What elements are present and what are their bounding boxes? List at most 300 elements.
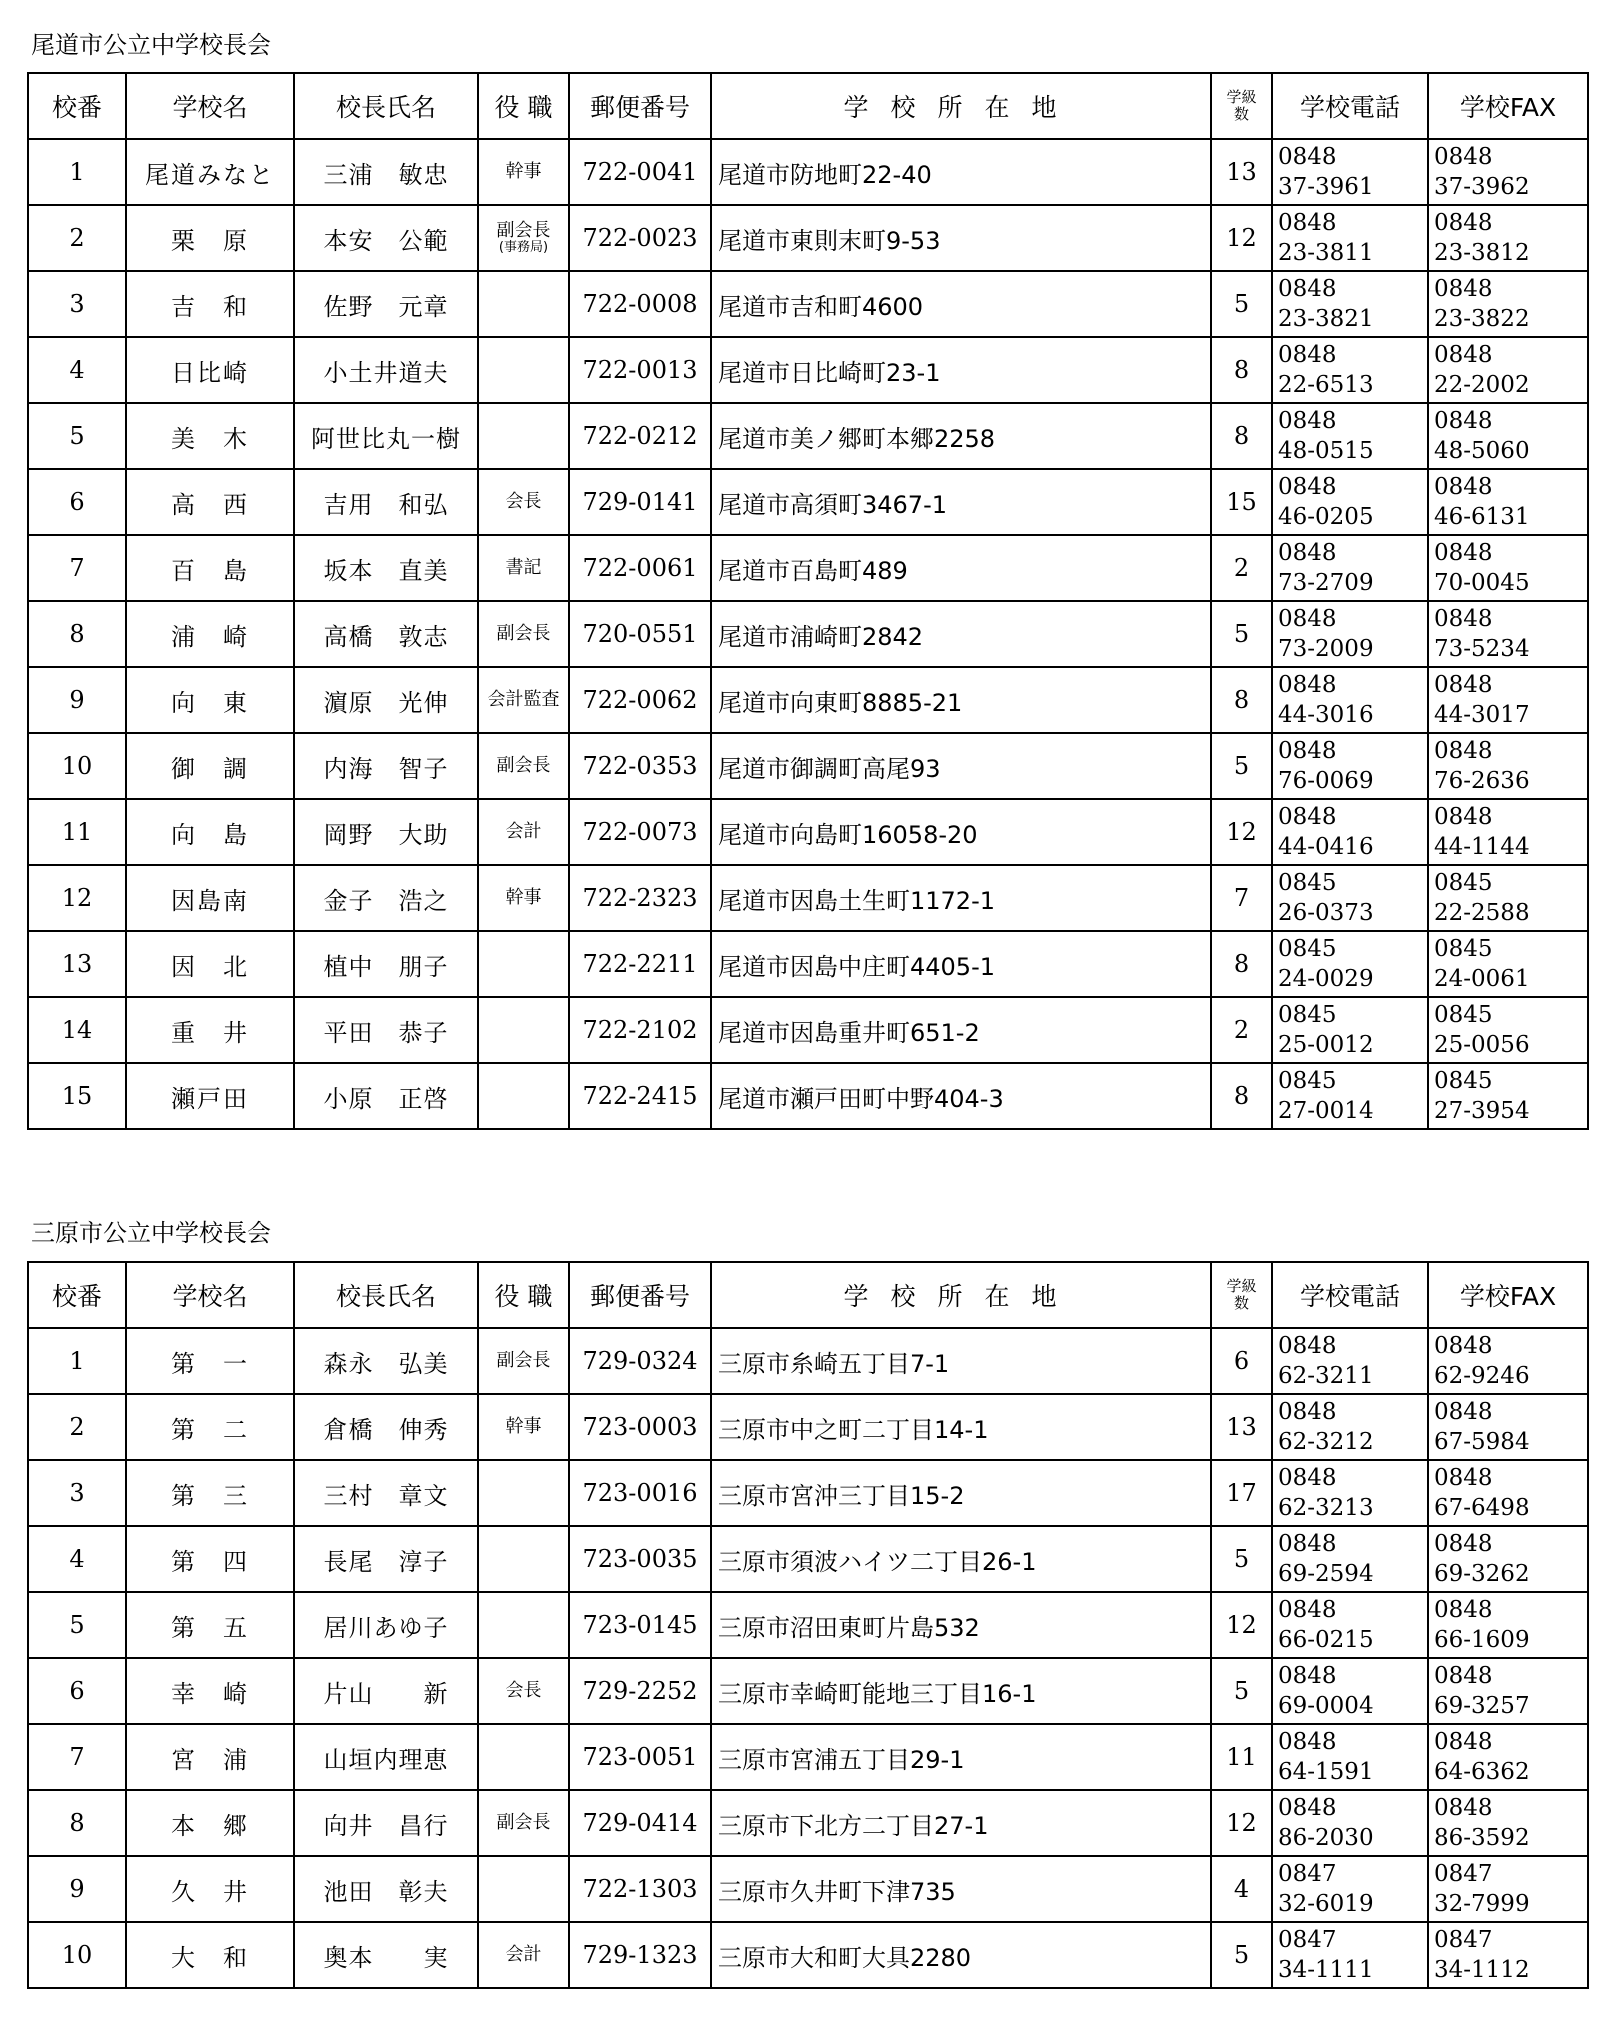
principal-name: 池田 彰夫 xyxy=(294,1856,478,1922)
school-address: 尾道市吉和町4600 xyxy=(711,271,1211,337)
fax-number: 37-3962 xyxy=(1434,174,1530,200)
school-address: 尾道市因島重井町651-2 xyxy=(711,997,1211,1063)
principal-name: 金子 浩之 xyxy=(294,865,478,931)
role xyxy=(478,931,569,997)
fax-area-code: 0848 xyxy=(1434,144,1493,170)
table-row xyxy=(28,1063,1588,1129)
phone-number: 37-3961 xyxy=(1278,174,1374,200)
postal-code: 723-0003 xyxy=(569,1394,711,1460)
fax-number: 73-5234 xyxy=(1434,636,1530,662)
class-count: 2 xyxy=(1211,535,1272,601)
postal-code: 729-0324 xyxy=(569,1328,711,1394)
header-classes-bottom: 数 xyxy=(1233,1294,1249,1312)
postal-code: 722-0041 xyxy=(569,139,711,205)
role-label: 副会長 xyxy=(496,219,551,241)
school-fax xyxy=(1428,601,1588,667)
fax-area-code: 0845 xyxy=(1434,870,1493,896)
class-count: 15 xyxy=(1211,469,1272,535)
phone-area-code: 0848 xyxy=(1278,1333,1337,1359)
role xyxy=(478,799,569,865)
mihara-principals-table xyxy=(27,1261,1589,1989)
school-phone xyxy=(1272,403,1428,469)
table-row xyxy=(28,1526,1588,1592)
school-number: 2 xyxy=(28,1394,126,1460)
role xyxy=(478,733,569,799)
postal-code: 723-0035 xyxy=(569,1526,711,1592)
table-row xyxy=(28,469,1588,535)
school-fax xyxy=(1428,733,1588,799)
fax-area-code: 0848 xyxy=(1434,606,1493,632)
table-row xyxy=(28,601,1588,667)
class-count: 13 xyxy=(1211,139,1272,205)
school-fax xyxy=(1428,1328,1588,1394)
school-name: 向 東 xyxy=(126,667,294,733)
phone-number: 23-3821 xyxy=(1278,306,1374,332)
fax-area-code: 0848 xyxy=(1434,1729,1493,1755)
school-number: 10 xyxy=(28,1922,126,1988)
role-label: 幹事 xyxy=(505,161,542,183)
school-address: 尾道市浦崎町2842 xyxy=(711,601,1211,667)
fax-number: 24-0061 xyxy=(1434,966,1530,992)
school-address: 三原市幸崎町能地三丁目16-1 xyxy=(711,1658,1211,1724)
school-name: 第 四 xyxy=(126,1526,294,1592)
fax-number: 67-6498 xyxy=(1434,1495,1530,1521)
class-count: 12 xyxy=(1211,1592,1272,1658)
principal-name: 岡野 大助 xyxy=(294,799,478,865)
fax-number: 23-3822 xyxy=(1434,306,1530,332)
fax-number: 70-0045 xyxy=(1434,570,1530,596)
phone-area-code: 0847 xyxy=(1278,1927,1337,1953)
school-name: 美 木 xyxy=(126,403,294,469)
school-address: 三原市沼田東町片島532 xyxy=(711,1592,1211,1658)
school-fax xyxy=(1428,535,1588,601)
principal-name: 山垣内理恵 xyxy=(294,1724,478,1790)
school-fax xyxy=(1428,1394,1588,1460)
class-count: 5 xyxy=(1211,1658,1272,1724)
role xyxy=(478,469,569,535)
principal-name: 高橋 敦志 xyxy=(294,601,478,667)
school-address: 尾道市瀬戸田町中野404-3 xyxy=(711,1063,1211,1129)
header-classes-top: 学級 xyxy=(1226,1277,1257,1295)
postal-code: 729-1323 xyxy=(569,1922,711,1988)
role-label: 会計 xyxy=(505,1944,542,1966)
class-count: 11 xyxy=(1211,1724,1272,1790)
postal-code: 729-0414 xyxy=(569,1790,711,1856)
header-classes-top: 学級 xyxy=(1226,88,1257,106)
fax-number: 34-1112 xyxy=(1434,1957,1530,1983)
fax-area-code: 0848 xyxy=(1434,1465,1493,1491)
school-phone xyxy=(1272,733,1428,799)
phone-number: 34-1111 xyxy=(1278,1957,1374,1983)
phone-area-code: 0848 xyxy=(1278,1531,1337,1557)
school-number: 15 xyxy=(28,1063,126,1129)
school-phone xyxy=(1272,1394,1428,1460)
table-row xyxy=(28,1394,1588,1460)
fax-number: 64-6362 xyxy=(1434,1759,1530,1785)
table-row xyxy=(28,865,1588,931)
school-address: 三原市糸崎五丁目7-1 xyxy=(711,1328,1211,1394)
fax-number: 27-3954 xyxy=(1434,1098,1530,1124)
school-name: 大 和 xyxy=(126,1922,294,1988)
fax-number: 66-1609 xyxy=(1434,1627,1530,1653)
role xyxy=(478,601,569,667)
school-address: 尾道市美ノ郷町本郷2258 xyxy=(711,403,1211,469)
school-number: 7 xyxy=(28,1724,126,1790)
school-name: 吉 和 xyxy=(126,271,294,337)
postal-code: 722-2323 xyxy=(569,865,711,931)
school-number: 6 xyxy=(28,469,126,535)
school-fax xyxy=(1428,1922,1588,1988)
school-address: 尾道市因島中庄町4405-1 xyxy=(711,931,1211,997)
phone-area-code: 0848 xyxy=(1278,1597,1337,1623)
school-number: 8 xyxy=(28,601,126,667)
phone-number: 64-1591 xyxy=(1278,1759,1374,1785)
fax-area-code: 0845 xyxy=(1434,1068,1493,1094)
postal-code: 723-0051 xyxy=(569,1724,711,1790)
role xyxy=(478,1724,569,1790)
school-phone xyxy=(1272,1724,1428,1790)
principal-name: 吉用 和弘 xyxy=(294,469,478,535)
principal-name: 居川あゆ子 xyxy=(294,1592,478,1658)
table-row xyxy=(28,733,1588,799)
school-number: 13 xyxy=(28,931,126,997)
postal-code: 722-0061 xyxy=(569,535,711,601)
school-phone xyxy=(1272,799,1428,865)
role-sub-label: (事務局) xyxy=(498,239,549,255)
school-number: 3 xyxy=(28,1460,126,1526)
role-label: 幹事 xyxy=(505,1416,542,1438)
role xyxy=(478,1592,569,1658)
table-header-row xyxy=(28,1262,1588,1328)
role-label: 幹事 xyxy=(505,887,542,909)
table-row xyxy=(28,1922,1588,1988)
phone-area-code: 0848 xyxy=(1278,540,1337,566)
school-address: 三原市中之町二丁目14-1 xyxy=(711,1394,1211,1460)
principal-name: 坂本 直美 xyxy=(294,535,478,601)
phone-number: 48-0515 xyxy=(1278,438,1374,464)
school-name: 本 郷 xyxy=(126,1790,294,1856)
school-fax xyxy=(1428,337,1588,403)
fax-number: 22-2588 xyxy=(1434,900,1530,926)
school-address: 三原市久井町下津735 xyxy=(711,1856,1211,1922)
school-name: 栗 原 xyxy=(126,205,294,271)
table-row xyxy=(28,1856,1588,1922)
school-name: 幸 崎 xyxy=(126,1658,294,1724)
fax-number: 44-3017 xyxy=(1434,702,1530,728)
phone-area-code: 0848 xyxy=(1278,210,1337,236)
phone-number: 46-0205 xyxy=(1278,504,1374,530)
school-number: 4 xyxy=(28,337,126,403)
header-postal: 郵便番号 xyxy=(569,73,711,139)
class-count: 5 xyxy=(1211,733,1272,799)
school-name: 久 井 xyxy=(126,1856,294,1922)
school-name: 御 調 xyxy=(126,733,294,799)
school-phone xyxy=(1272,1658,1428,1724)
school-phone xyxy=(1272,1856,1428,1922)
phone-number: 27-0014 xyxy=(1278,1098,1374,1124)
phone-area-code: 0848 xyxy=(1278,1465,1337,1491)
phone-area-code: 0848 xyxy=(1278,606,1337,632)
school-address: 尾道市高須町3467-1 xyxy=(711,469,1211,535)
school-address: 尾道市御調町高尾93 xyxy=(711,733,1211,799)
header-classes-bottom: 数 xyxy=(1233,105,1249,123)
principal-name: 植中 朋子 xyxy=(294,931,478,997)
phone-area-code: 0845 xyxy=(1278,1002,1337,1028)
school-fax xyxy=(1428,997,1588,1063)
school-name: 瀬戸田 xyxy=(126,1063,294,1129)
fax-area-code: 0847 xyxy=(1434,1861,1493,1887)
school-fax xyxy=(1428,469,1588,535)
school-name: 因島南 xyxy=(126,865,294,931)
role-label: 副会長 xyxy=(496,1350,551,1372)
phone-number: 66-0215 xyxy=(1278,1627,1374,1653)
class-count: 17 xyxy=(1211,1460,1272,1526)
school-phone xyxy=(1272,469,1428,535)
school-phone xyxy=(1272,1526,1428,1592)
fax-number: 22-2002 xyxy=(1434,372,1530,398)
school-fax xyxy=(1428,205,1588,271)
fax-area-code: 0848 xyxy=(1434,474,1493,500)
role-label: 副会長 xyxy=(496,755,551,777)
school-name: 第 二 xyxy=(126,1394,294,1460)
principal-name: 片山 新 xyxy=(294,1658,478,1724)
school-number: 9 xyxy=(28,667,126,733)
school-phone xyxy=(1272,535,1428,601)
role-label: 会計監査 xyxy=(487,689,560,711)
school-fax xyxy=(1428,403,1588,469)
school-phone xyxy=(1272,1592,1428,1658)
phone-area-code: 0845 xyxy=(1278,936,1337,962)
role-label: 会計 xyxy=(505,821,542,843)
fax-area-code: 0848 xyxy=(1434,276,1493,302)
header-postal: 郵便番号 xyxy=(569,1262,711,1328)
table-row xyxy=(28,139,1588,205)
school-number: 1 xyxy=(28,1328,126,1394)
table-row xyxy=(28,271,1588,337)
school-fax xyxy=(1428,1460,1588,1526)
school-number: 2 xyxy=(28,205,126,271)
table-row xyxy=(28,997,1588,1063)
school-number: 12 xyxy=(28,865,126,931)
role xyxy=(478,535,569,601)
role-label: 会長 xyxy=(505,1680,542,1702)
school-phone xyxy=(1272,667,1428,733)
class-count: 8 xyxy=(1211,931,1272,997)
class-count: 5 xyxy=(1211,601,1272,667)
school-fax xyxy=(1428,139,1588,205)
school-phone xyxy=(1272,931,1428,997)
fax-number: 48-5060 xyxy=(1434,438,1530,464)
postal-code: 723-0016 xyxy=(569,1460,711,1526)
school-fax xyxy=(1428,1724,1588,1790)
table-row xyxy=(28,1460,1588,1526)
table-header-row xyxy=(28,73,1588,139)
phone-number: 73-2709 xyxy=(1278,570,1374,596)
school-address: 尾道市日比崎町23-1 xyxy=(711,337,1211,403)
school-name: 因 北 xyxy=(126,931,294,997)
phone-area-code: 0848 xyxy=(1278,1399,1337,1425)
role-label: 書記 xyxy=(505,557,542,579)
table-row xyxy=(28,205,1588,271)
school-name: 重 井 xyxy=(126,997,294,1063)
school-fax xyxy=(1428,667,1588,733)
phone-number: 69-2594 xyxy=(1278,1561,1374,1587)
phone-number: 32-6019 xyxy=(1278,1891,1374,1917)
phone-number: 69-0004 xyxy=(1278,1693,1374,1719)
principal-name: 阿世比丸一樹 xyxy=(294,403,478,469)
table-row xyxy=(28,1328,1588,1394)
school-phone xyxy=(1272,1063,1428,1129)
postal-code: 722-0073 xyxy=(569,799,711,865)
school-phone xyxy=(1272,271,1428,337)
fax-area-code: 0848 xyxy=(1434,342,1493,368)
header-classes xyxy=(1211,1262,1272,1328)
class-count: 2 xyxy=(1211,997,1272,1063)
phone-number: 24-0029 xyxy=(1278,966,1374,992)
school-number: 11 xyxy=(28,799,126,865)
fax-area-code: 0848 xyxy=(1434,1795,1493,1821)
school-fax xyxy=(1428,1658,1588,1724)
role xyxy=(478,403,569,469)
principal-name: 本安 公範 xyxy=(294,205,478,271)
header-school: 学校名 xyxy=(126,1262,294,1328)
role xyxy=(478,1658,569,1724)
table-row xyxy=(28,403,1588,469)
postal-code: 722-0062 xyxy=(569,667,711,733)
school-phone xyxy=(1272,205,1428,271)
principal-name: 佐野 元章 xyxy=(294,271,478,337)
postal-code: 722-0008 xyxy=(569,271,711,337)
class-count: 8 xyxy=(1211,403,1272,469)
fax-area-code: 0848 xyxy=(1434,1399,1493,1425)
school-name: 第 五 xyxy=(126,1592,294,1658)
role xyxy=(478,1526,569,1592)
header-principal: 校長氏名 xyxy=(294,73,478,139)
fax-area-code: 0848 xyxy=(1434,1663,1493,1689)
fax-number: 25-0056 xyxy=(1434,1032,1530,1058)
table-row xyxy=(28,667,1588,733)
role xyxy=(478,1790,569,1856)
school-phone xyxy=(1272,1460,1428,1526)
table-row xyxy=(28,535,1588,601)
school-name: 日比崎 xyxy=(126,337,294,403)
school-address: 尾道市防地町22-40 xyxy=(711,139,1211,205)
principal-name: 小土井道夫 xyxy=(294,337,478,403)
school-number: 6 xyxy=(28,1658,126,1724)
phone-area-code: 0848 xyxy=(1278,1663,1337,1689)
school-number: 10 xyxy=(28,733,126,799)
school-name: 宮 浦 xyxy=(126,1724,294,1790)
class-count: 12 xyxy=(1211,799,1272,865)
phone-area-code: 0845 xyxy=(1278,870,1337,896)
school-fax xyxy=(1428,1790,1588,1856)
fax-number: 62-9246 xyxy=(1434,1363,1530,1389)
principal-name: 奥本 実 xyxy=(294,1922,478,1988)
school-fax xyxy=(1428,865,1588,931)
phone-area-code: 0845 xyxy=(1278,1068,1337,1094)
fax-number: 86-3592 xyxy=(1434,1825,1530,1851)
school-fax xyxy=(1428,1592,1588,1658)
school-name: 第 一 xyxy=(126,1328,294,1394)
role-label: 会長 xyxy=(505,491,542,513)
principal-name: 森永 弘美 xyxy=(294,1328,478,1394)
school-phone xyxy=(1272,1328,1428,1394)
school-fax xyxy=(1428,271,1588,337)
class-count: 12 xyxy=(1211,1790,1272,1856)
phone-area-code: 0847 xyxy=(1278,1861,1337,1887)
header-no: 校番 xyxy=(28,73,126,139)
header-no: 校番 xyxy=(28,1262,126,1328)
fax-number: 46-6131 xyxy=(1434,504,1530,530)
phone-number: 23-3811 xyxy=(1278,240,1374,266)
role xyxy=(478,1063,569,1129)
school-phone xyxy=(1272,601,1428,667)
school-phone xyxy=(1272,1922,1428,1988)
table-row xyxy=(28,1790,1588,1856)
school-number: 4 xyxy=(28,1526,126,1592)
principal-name: 平田 恭子 xyxy=(294,997,478,1063)
phone-number: 26-0373 xyxy=(1278,900,1374,926)
role xyxy=(478,1460,569,1526)
school-address: 三原市須波ハイツ二丁目26-1 xyxy=(711,1526,1211,1592)
school-number: 7 xyxy=(28,535,126,601)
school-address: 尾道市因島土生町1172-1 xyxy=(711,865,1211,931)
header-address: 学校所在地 xyxy=(711,1262,1211,1328)
principal-name: 内海 智子 xyxy=(294,733,478,799)
role-label: 副会長 xyxy=(496,1812,551,1834)
school-fax xyxy=(1428,799,1588,865)
postal-code: 722-2102 xyxy=(569,997,711,1063)
phone-number: 62-3213 xyxy=(1278,1495,1374,1521)
principal-name: 向井 昌行 xyxy=(294,1790,478,1856)
class-count: 13 xyxy=(1211,1394,1272,1460)
onomichi-principals-table xyxy=(27,72,1589,1130)
fax-area-code: 0845 xyxy=(1434,1002,1493,1028)
role xyxy=(478,865,569,931)
header-phone: 学校電話 xyxy=(1272,1262,1428,1328)
school-address: 尾道市向島町16058-20 xyxy=(711,799,1211,865)
school-fax xyxy=(1428,1063,1588,1129)
table-row xyxy=(28,1724,1588,1790)
school-address: 三原市宮沖三丁目15-2 xyxy=(711,1460,1211,1526)
role xyxy=(478,1922,569,1988)
school-phone xyxy=(1272,865,1428,931)
fax-number: 23-3812 xyxy=(1434,240,1530,266)
table-row xyxy=(28,799,1588,865)
header-address: 学校所在地 xyxy=(711,73,1211,139)
fax-area-code: 0848 xyxy=(1434,738,1493,764)
class-count: 8 xyxy=(1211,667,1272,733)
fax-area-code: 0848 xyxy=(1434,672,1493,698)
class-count: 12 xyxy=(1211,205,1272,271)
header-school: 学校名 xyxy=(126,73,294,139)
school-address: 尾道市百島町489 xyxy=(711,535,1211,601)
fax-number: 67-5984 xyxy=(1434,1429,1530,1455)
principal-name: 倉橋 伸秀 xyxy=(294,1394,478,1460)
role-label: 副会長 xyxy=(496,623,551,645)
school-number: 1 xyxy=(28,139,126,205)
fax-number: 69-3257 xyxy=(1434,1693,1530,1719)
school-name: 尾道みなと xyxy=(126,139,294,205)
phone-number: 62-3212 xyxy=(1278,1429,1374,1455)
phone-number: 62-3211 xyxy=(1278,1363,1374,1389)
phone-area-code: 0848 xyxy=(1278,408,1337,434)
school-number: 5 xyxy=(28,403,126,469)
school-address: 尾道市向東町8885-21 xyxy=(711,667,1211,733)
school-number: 3 xyxy=(28,271,126,337)
phone-number: 86-2030 xyxy=(1278,1825,1374,1851)
header-phone: 学校電話 xyxy=(1272,73,1428,139)
